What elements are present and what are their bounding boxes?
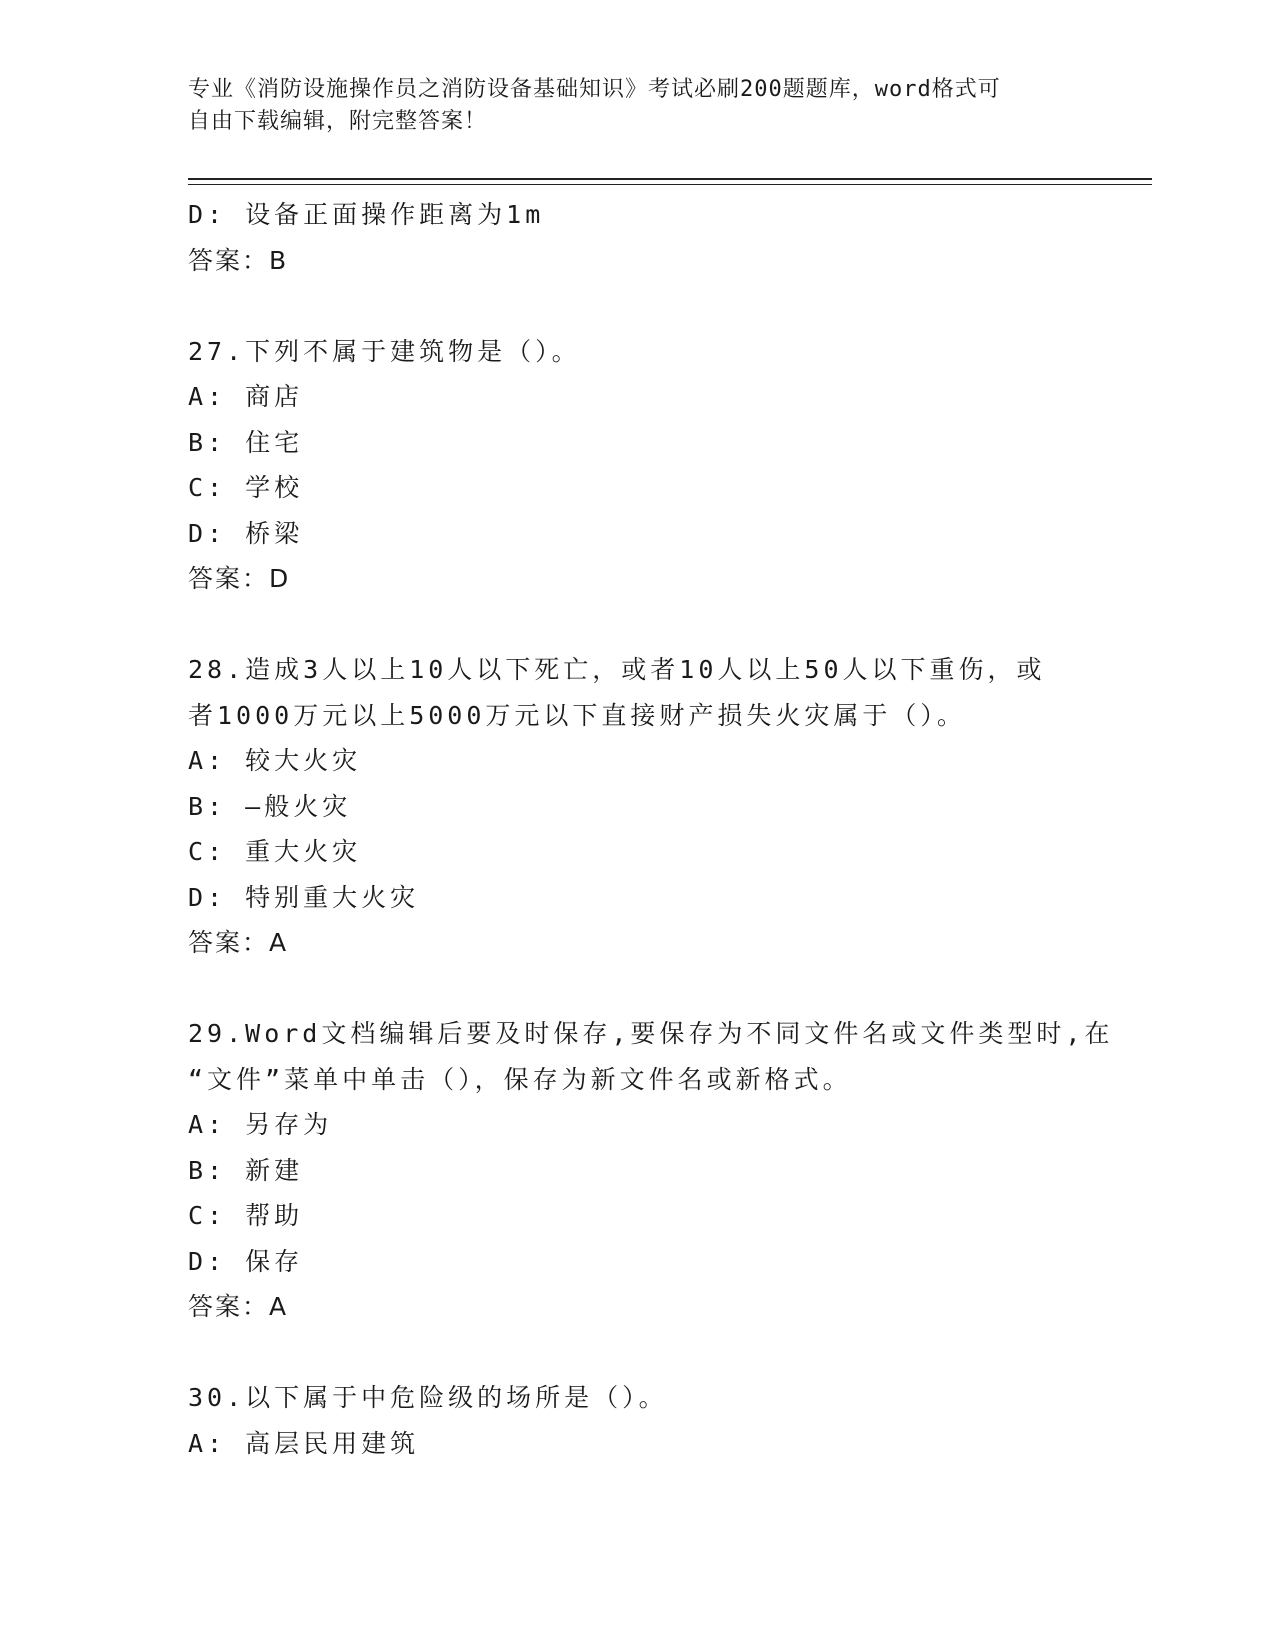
q29-option-b: B: 新建 [188, 1155, 304, 1185]
q29-option-d: D: 保存 [188, 1246, 304, 1276]
q27-stem: 27.下列不属于建筑物是（）。 [188, 336, 581, 366]
question-list [188, 192, 1114, 1466]
q27-option-c: C: 学校 [188, 473, 304, 502]
q27-answer: 答案：D [188, 564, 291, 593]
header-rule-thick [188, 178, 1152, 180]
q28-answer: 答案：A [188, 928, 289, 957]
q26-option-d: D: 设备正面操作距离为1m [188, 200, 545, 229]
q27-option-d: D: 桥梁 [188, 518, 304, 548]
q27-option-b: B: 住宅 [188, 427, 304, 457]
header-rule-thin [188, 184, 1152, 185]
q29-stem-line-2: “文件”菜单中单击（），保存为新文件名或新格式。 [188, 1064, 852, 1094]
q30-option-a: A: 高层民用建筑 [188, 1428, 420, 1458]
q30-stem: 30.以下属于中危险级的场所是（）。 [188, 1383, 668, 1412]
q28-option-d: D: 特别重大火灾 [188, 882, 420, 912]
q29-answer: 答案：A [188, 1292, 289, 1321]
q29-option-a: A: 另存为 [188, 1110, 333, 1139]
q27-option-a: A: 商店 [188, 382, 304, 411]
q29-stem-line-1: 29.Word文档编辑后要及时保存,要保存为不同文件名或文件类型时,在 [188, 1019, 1114, 1048]
q26-answer: 答案：B [188, 245, 289, 275]
document-header [188, 74, 1088, 138]
q28-stem-line-2: 者1000万元以上5000万元以下直接财产损失火灾属于（）。 [188, 700, 966, 730]
q28-option-a: A: 较大火灾 [188, 746, 362, 775]
q28-stem-line-1: 28.造成3人以上10人以下死亡，或者10人以上50人以下重伤，或 [188, 655, 1046, 684]
header-line-1: 专业《消防设施操作员之消防设备基础知识》考试必刷200题题库，word格式可 [188, 77, 1001, 102]
q28-option-c: C: 重大火灾 [188, 837, 362, 866]
header-line-2: 自由下载编辑，附完整答案！ [188, 109, 488, 134]
q29-option-c: C: 帮助 [188, 1201, 304, 1230]
q28-option-b: B: —般火灾 [188, 791, 352, 821]
